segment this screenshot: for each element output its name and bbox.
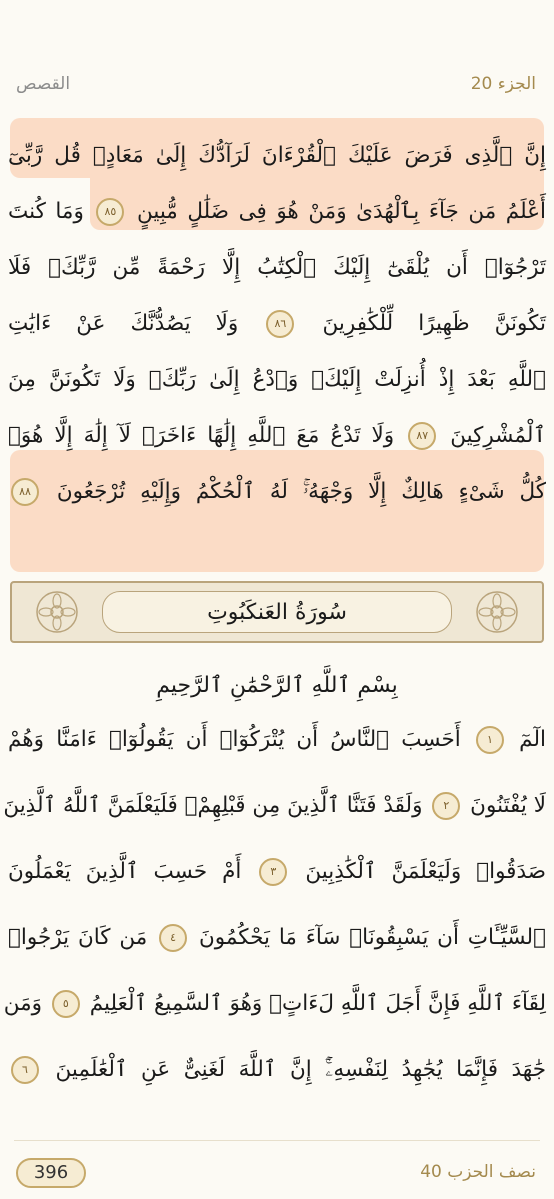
verse-line-3 bbox=[8, 240, 546, 296]
verse-text: صَدَقُوا۟ وَلَيَعْلَمَنَّ ٱلْكَٰذِبِينَ bbox=[305, 859, 546, 884]
verse-line-11 bbox=[8, 910, 546, 966]
verse-text: ٱللَّهِ بَعْدَ إِذْ أُنزِلَتْ إِلَيْكَۖ وَٱدْعُ إِلَىٰ رَبِّكَۖ وَلَا تَكُونَنَّ مِنَ bbox=[8, 367, 546, 392]
verse-line-9 bbox=[3, 778, 546, 834]
verse-text: كُلُّ شَىْءٍ هَالِكٌ إِلَّا وَجْهَهُۥۚ لَهُ ٱلْحُكْمُ وَإِلَيْهِ تُرْجَعُونَ bbox=[56, 479, 546, 504]
verse-text: وَمَن bbox=[3, 991, 42, 1016]
ayah-marker-4[interactable]: ٤ bbox=[159, 924, 187, 952]
verse-text: تَرْجُوٓا۟ أَن يُلْقَىٰٓ إِلَيْكَ ٱلْكِتَٰبُ إِلَّا رَحْمَةً مِّن رَّبِّكَۖ فَلَا bbox=[8, 255, 546, 280]
ayah-marker-2[interactable]: ٢ bbox=[432, 792, 460, 820]
verse-text: أَعْلَمُ مَن جَآءَ بِٱلْهُدَىٰ وَمَنْ هُوَ فِى ضَلَٰلٍ مُّبِينٍ bbox=[136, 199, 546, 224]
verse-line-7 bbox=[8, 464, 546, 520]
verse-text: وَمَا كُنتَ bbox=[8, 199, 84, 224]
ayah-marker-5[interactable]: ٥ bbox=[52, 990, 80, 1018]
verse-text: الٓمٓ bbox=[519, 727, 546, 752]
verse-line-10 bbox=[8, 844, 546, 900]
ayah-marker-86[interactable]: ٨٦ bbox=[266, 310, 294, 338]
verse-text: مَن كَانَ يَرْجُوا۟ bbox=[8, 925, 148, 950]
verse-text: تَكُونَنَّ ظَهِيرًا لِّلْكَٰفِرِينَ bbox=[322, 311, 546, 336]
verse-line-12 bbox=[3, 976, 546, 1032]
verse-text: إِنَّ ٱلَّذِى فَرَضَ عَلَيْكَ ٱلْقُرْءَانَ لَرَآدُّكَ إِلَىٰ مَعَادٍۚ قُل رَّبِّىٓ bbox=[8, 143, 546, 168]
verse-line-5 bbox=[8, 352, 546, 408]
verse-line-6 bbox=[8, 408, 546, 464]
ayah-marker-1[interactable]: ١ bbox=[476, 726, 504, 754]
verse-text: جَٰهَدَ فَإِنَّمَا يُجَٰهِدُ لِنَفْسِهِۦٓۚ إِنَّ ٱللَّهَ لَغَنِىٌّ عَنِ ٱلْعَٰلَمِينَ bbox=[55, 1057, 546, 1082]
hizb-label: نصف الحزب 40 bbox=[420, 1162, 536, 1182]
verse-text: ٱلْمُشْرِكِينَ bbox=[450, 423, 546, 448]
ayah-marker-87[interactable]: ٨٧ bbox=[408, 422, 436, 450]
ayah-marker-6[interactable]: ٦ bbox=[11, 1056, 39, 1084]
ayah-marker-85[interactable]: ٨٥ bbox=[96, 198, 124, 226]
verse-text: لَا يُفْتَنُونَ bbox=[470, 793, 546, 818]
juz-label: الجزء 20 bbox=[470, 74, 536, 94]
rosette-ornament-icon bbox=[34, 589, 80, 635]
page-number-badge: 396 bbox=[16, 1158, 86, 1188]
page-header bbox=[0, 70, 554, 100]
verse-line-4 bbox=[8, 296, 546, 352]
verse-line-8 bbox=[8, 712, 546, 768]
verse-text: أَحَسِبَ ٱلنَّاسُ أَن يُتْرَكُوٓا۟ أَن يَقُولُوٓا۟ ءَامَنَّا وَهُمْ bbox=[8, 727, 461, 752]
verse-line-13 bbox=[8, 1042, 546, 1098]
basmala: بِسْمِ ٱللَّهِ ٱلرَّحْمَٰنِ ٱلرَّحِيمِ bbox=[156, 673, 398, 698]
ayah-marker-3[interactable]: ٣ bbox=[259, 858, 287, 886]
ayah-marker-88[interactable]: ٨٨ bbox=[11, 478, 39, 506]
verse-line-2 bbox=[8, 184, 546, 240]
verse-text: وَلَا يَصُدُّنَّكَ عَنْ ءَايَٰتِ bbox=[8, 311, 239, 336]
footer-divider bbox=[14, 1140, 540, 1141]
verse-text: أَمْ حَسِبَ ٱلَّذِينَ يَعْمَلُونَ bbox=[8, 859, 242, 884]
surah-name-label: القصص bbox=[16, 74, 71, 94]
verse-line-1 bbox=[8, 128, 546, 184]
surah-title-banner bbox=[10, 581, 544, 643]
verse-text: ٱلسَّيِّـَٔاتِ أَن يَسْبِقُونَاۚ سَآءَ مَا يَحْكُمُونَ bbox=[198, 925, 546, 950]
surah-title: سُورَةُ العَنكَبُوتِ bbox=[102, 591, 452, 633]
verse-text: لِقَآءَ ٱللَّهِ فَإِنَّ أَجَلَ ٱللَّهِ لَءَاتٍۚ وَهُوَ ٱلسَّمِيعُ ٱلْعَلِيمُ bbox=[89, 991, 546, 1016]
verse-text: وَلَا تَدْعُ مَعَ ٱللَّهِ إِلَٰهًا ءَاخَرَۘ لَآ إِلَٰهَ إِلَّا هُوَۚ bbox=[8, 423, 395, 448]
rosette-ornament-icon bbox=[474, 589, 520, 635]
verse-text: وَلَقَدْ فَتَنَّا ٱلَّذِينَ مِن قَبْلِهِمْۖ فَلَيَعْلَمَنَّ ٱللَّهُ ٱلَّذِينَ bbox=[3, 793, 423, 818]
